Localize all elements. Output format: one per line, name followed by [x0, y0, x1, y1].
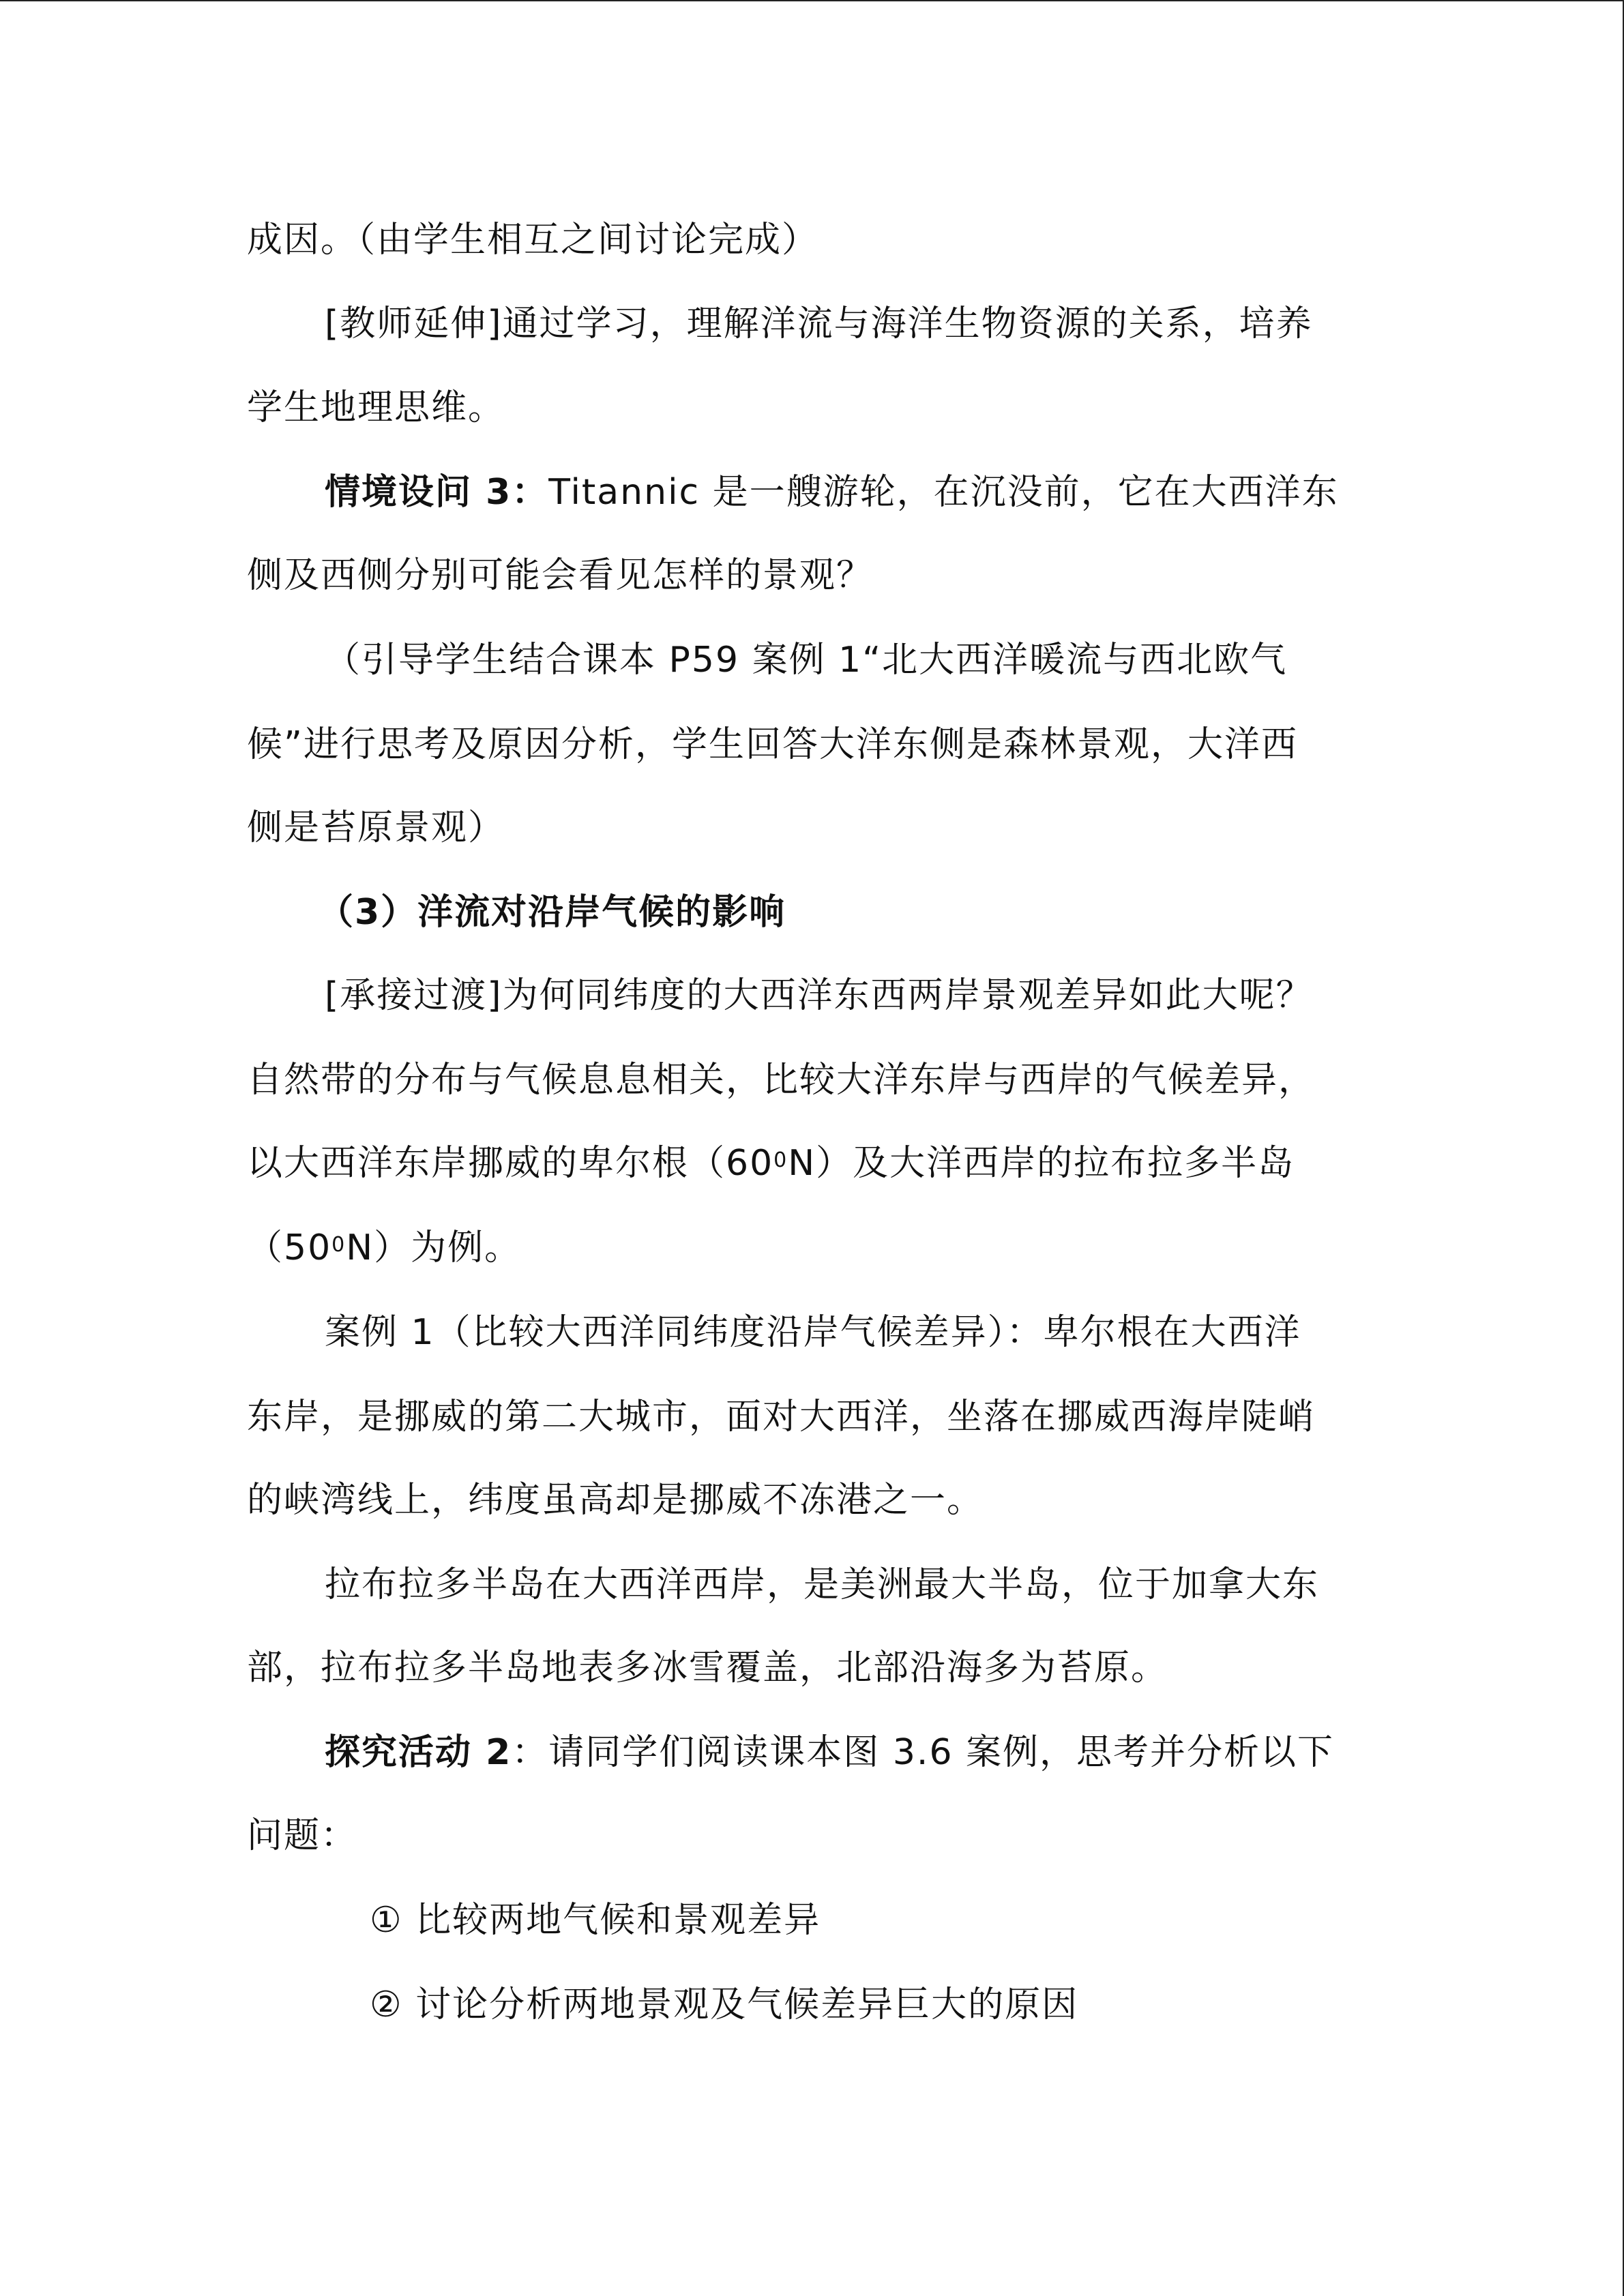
- text-run: 案例 1（比较大西洋同纬度沿岸气候差异）：卑尔根在大西洋: [325, 1312, 1301, 1353]
- scenario-question-label: 情境设问 3：: [325, 472, 549, 513]
- text-run: 侧及西侧分别可能会看见怎样的景观？: [247, 555, 874, 596]
- list-item-text: ① 比较两地气候和景观差异: [370, 1900, 821, 1941]
- paragraph-line: [325, 1563, 1319, 1607]
- paragraph-line: [247, 1226, 521, 1270]
- text-run: 拉布拉多半岛在大西洋西岸，是美洲最大半岛，位于加拿大东: [325, 1564, 1320, 1605]
- paragraph-line: [247, 1058, 1315, 1102]
- text-run: N）为例。: [346, 1227, 522, 1268]
- teacher-extension-line: [325, 302, 1313, 346]
- text-run: 以大西洋东岸挪威的卑尔根（60: [247, 1143, 774, 1184]
- paragraph-line: [247, 218, 818, 262]
- section-heading: [318, 891, 786, 934]
- activity-line: [325, 1731, 1334, 1774]
- case-line: [325, 1311, 1301, 1354]
- text-run: 侧是苔原景观）: [247, 807, 505, 848]
- paragraph-line: [247, 1395, 1315, 1439]
- paragraph-line: [247, 723, 1298, 766]
- list-item: [370, 1898, 821, 1942]
- paragraph-line: [247, 1646, 1168, 1690]
- text-run: [教师延伸]通过学习，理解洋流与海洋生物资源的关系，培养: [325, 303, 1313, 344]
- section-heading-text: （3）洋流对沿岸气候的影响: [318, 892, 786, 933]
- text-run: [承接过渡]为何同纬度的大西洋东西两岸景观差异如此大呢？: [325, 975, 1313, 1016]
- text-run: 学生地理思维。: [247, 387, 505, 428]
- list-item: [370, 1983, 1078, 2027]
- text-run: 成因。（由学生相互之间讨论完成）: [247, 220, 819, 260]
- paragraph-line: [247, 386, 505, 430]
- paragraph-line: [247, 1814, 357, 1858]
- text-run: ：请同学们阅读课本图 3.6 案例，思考并分析以下: [512, 1732, 1335, 1773]
- degree-superscript: 0: [773, 1148, 788, 1172]
- paragraph-line: [247, 554, 873, 597]
- guidance-line: [325, 638, 1287, 682]
- scenario-question-line: [325, 471, 1339, 514]
- text-run: Titannic 是一艘游轮，在沉没前，它在大西洋东: [548, 472, 1339, 513]
- text-run: 东岸，是挪威的第二大城市，面对大西洋，坐落在挪威西海岸陡峭: [247, 1397, 1316, 1437]
- transition-line: [325, 974, 1313, 1017]
- paragraph-line: [247, 1142, 1295, 1185]
- text-run: 的峡湾线上，纬度虽高却是挪威不冻港之一。: [247, 1480, 984, 1521]
- text-run: 自然带的分布与气候息息相关，比较大洋东岸与西岸的气候差异，: [247, 1060, 1316, 1101]
- paragraph-line: [247, 1478, 984, 1522]
- text-run: 问题：: [247, 1815, 358, 1856]
- text-run: N）及大洋西岸的拉布拉多半岛: [788, 1143, 1295, 1184]
- paragraph-line: [247, 806, 505, 850]
- activity-label: 探究活动 2: [325, 1732, 512, 1773]
- degree-superscript: 0: [331, 1233, 346, 1257]
- text-run: 候”进行思考及原因分析，学生回答大洋东侧是森林景观，大洋西: [247, 724, 1298, 765]
- text-run: 部，拉布拉多半岛地表多冰雪覆盖，北部沿海多为苔原。: [247, 1648, 1168, 1688]
- list-item-text: ② 讨论分析两地景观及气候差异巨大的原因: [370, 1984, 1079, 2025]
- text-run: （50: [247, 1227, 332, 1268]
- text-run: （引导学生结合课本 P59 案例 1“北大西洋暖流与西北欧气: [325, 640, 1288, 681]
